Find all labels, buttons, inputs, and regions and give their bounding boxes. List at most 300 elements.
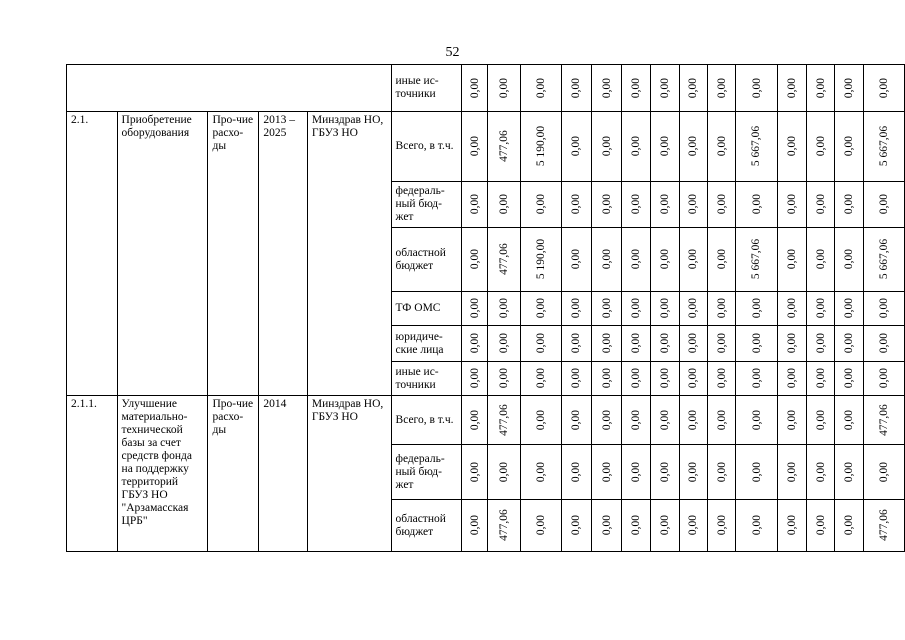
amount-value: 0,00 — [750, 514, 763, 536]
amount-value: 0,00 — [630, 193, 643, 215]
amount-cell — [462, 362, 488, 396]
amount-cell — [777, 326, 806, 362]
amount-value: 0,00 — [659, 297, 672, 319]
amount-cell — [592, 292, 622, 326]
amount-value: 0,00 — [842, 193, 855, 215]
amount-value: 0,00 — [497, 367, 510, 389]
amount-cell — [462, 396, 488, 445]
amount-value: 0,00 — [534, 514, 547, 536]
amount-cell — [561, 396, 591, 445]
amount-value: 0,00 — [842, 409, 855, 430]
amount-value: 0,00 — [600, 409, 613, 430]
amount-cell — [806, 396, 834, 445]
amount-cell — [708, 396, 736, 445]
amount-value: 0,00 — [659, 409, 672, 430]
amount-cell — [679, 292, 707, 326]
amount-cell — [622, 182, 651, 228]
item-number-cell: 2.1.1. — [67, 396, 118, 552]
budget-table — [66, 64, 905, 552]
amount-cell — [679, 445, 707, 500]
amount-value: 0,00 — [534, 77, 547, 98]
funding-source-cell: областной бюджет — [391, 500, 462, 552]
amount-value: 0,00 — [468, 193, 481, 215]
amount-value: 0,00 — [814, 461, 827, 482]
amount-value: 0,00 — [750, 409, 763, 430]
amount-value: 0,00 — [785, 514, 798, 536]
amount-cell — [651, 182, 679, 228]
amount-cell — [736, 228, 777, 292]
amount-cell — [679, 500, 707, 552]
amount-value: 0,00 — [814, 193, 827, 215]
amount-cell — [777, 292, 806, 326]
amount-cell — [863, 112, 904, 182]
amount-cell — [806, 65, 834, 112]
amount-value: 5 190,00 — [534, 238, 547, 280]
amount-cell — [462, 445, 488, 500]
amount-value: 0,00 — [570, 409, 583, 430]
amount-cell — [561, 182, 591, 228]
amount-cell — [592, 182, 622, 228]
expense-category-cell: Про-чие расхо-ды — [208, 396, 259, 552]
amount-value: 0,00 — [659, 77, 672, 98]
amount-cell — [592, 396, 622, 445]
amount-value: 0,00 — [842, 135, 855, 157]
amount-value: 477,06 — [497, 403, 510, 436]
amount-value: 0,00 — [630, 367, 643, 389]
amount-value: 0,00 — [877, 367, 890, 389]
amount-value: 0,00 — [814, 297, 827, 319]
amount-value: 5 667,06 — [750, 238, 763, 280]
amount-cell — [679, 362, 707, 396]
amount-value: 0,00 — [715, 367, 728, 389]
amount-value: 0,00 — [687, 77, 700, 98]
amount-cell — [736, 326, 777, 362]
amount-value: 0,00 — [630, 248, 643, 270]
amount-cell — [863, 500, 904, 552]
amount-value: 5 667,06 — [750, 125, 763, 167]
amount-value: 0,00 — [659, 248, 672, 270]
amount-cell — [835, 182, 863, 228]
funding-source-cell: Всего, в т.ч. — [391, 112, 462, 182]
amount-value: 0,00 — [534, 367, 547, 389]
amount-cell — [806, 500, 834, 552]
amount-value: 0,00 — [687, 409, 700, 430]
amount-value: 0,00 — [715, 409, 728, 430]
executor-cell: Минздрав НО, ГБУЗ НО — [307, 396, 391, 552]
amount-cell — [520, 445, 561, 500]
amount-cell — [488, 362, 521, 396]
amount-value: 0,00 — [468, 514, 481, 536]
amount-value: 0,00 — [877, 77, 890, 98]
amount-value: 0,00 — [785, 461, 798, 482]
amount-value: 0,00 — [600, 297, 613, 319]
amount-value: 0,00 — [570, 332, 583, 354]
amount-cell — [651, 292, 679, 326]
amount-cell — [777, 445, 806, 500]
amount-value: 0,00 — [814, 514, 827, 536]
amount-value: 0,00 — [687, 367, 700, 389]
amount-value: 0,00 — [630, 332, 643, 354]
amount-value: 0,00 — [468, 77, 481, 98]
amount-cell — [462, 292, 488, 326]
amount-cell — [708, 112, 736, 182]
amount-value: 0,00 — [468, 332, 481, 354]
amount-cell — [736, 362, 777, 396]
amount-cell — [561, 362, 591, 396]
amount-value: 0,00 — [814, 332, 827, 354]
amount-cell — [777, 362, 806, 396]
amount-value: 0,00 — [842, 461, 855, 482]
amount-value: 0,00 — [750, 367, 763, 389]
amount-cell — [736, 112, 777, 182]
amount-cell — [488, 182, 521, 228]
amount-value: 0,00 — [600, 332, 613, 354]
amount-cell — [561, 500, 591, 552]
amount-value: 0,00 — [842, 514, 855, 536]
amount-value: 0,00 — [497, 77, 510, 98]
amount-value: 0,00 — [600, 135, 613, 157]
page-number: 52 — [445, 45, 460, 60]
amount-value: 0,00 — [630, 514, 643, 536]
amount-value: 0,00 — [750, 461, 763, 482]
amount-cell — [806, 362, 834, 396]
amount-cell — [488, 112, 521, 182]
amount-cell — [651, 65, 679, 112]
amount-cell — [488, 65, 521, 112]
amount-value: 0,00 — [497, 297, 510, 319]
amount-cell — [561, 65, 591, 112]
amount-cell — [520, 326, 561, 362]
amount-value: 0,00 — [468, 409, 481, 430]
amount-value: 0,00 — [659, 332, 672, 354]
amount-value: 5 667,06 — [877, 125, 890, 167]
amount-value: 0,00 — [497, 461, 510, 482]
amount-cell — [708, 228, 736, 292]
amount-cell — [777, 396, 806, 445]
amount-cell — [520, 182, 561, 228]
table-row — [67, 65, 905, 112]
amount-value: 0,00 — [842, 248, 855, 270]
funding-source-cell: юридиче-ские лица — [391, 326, 462, 362]
amount-cell — [462, 65, 488, 112]
amount-cell — [520, 292, 561, 326]
amount-cell — [651, 396, 679, 445]
amount-cell — [679, 112, 707, 182]
amount-cell — [806, 228, 834, 292]
amount-cell — [520, 112, 561, 182]
amount-value: 0,00 — [534, 193, 547, 215]
amount-value: 5 190,00 — [534, 125, 547, 167]
amount-value: 0,00 — [630, 135, 643, 157]
amount-cell — [708, 65, 736, 112]
amount-cell — [651, 445, 679, 500]
funding-source-cell: иные ис-точники — [391, 65, 462, 112]
amount-cell — [835, 500, 863, 552]
amount-cell — [592, 500, 622, 552]
amount-cell — [708, 445, 736, 500]
amount-cell — [561, 228, 591, 292]
amount-value: 0,00 — [715, 461, 728, 482]
amount-value: 0,00 — [659, 135, 672, 157]
amount-cell — [622, 445, 651, 500]
amount-cell — [622, 362, 651, 396]
funding-source-cell: ТФ ОМС — [391, 292, 462, 326]
period-cell: 2013 – 2025 — [259, 112, 307, 396]
amount-value: 0,00 — [715, 193, 728, 215]
amount-value: 0,00 — [814, 248, 827, 270]
amount-value: 0,00 — [630, 77, 643, 98]
amount-value: 0,00 — [659, 514, 672, 536]
amount-value: 0,00 — [600, 248, 613, 270]
amount-value: 0,00 — [785, 332, 798, 354]
amount-cell — [520, 396, 561, 445]
amount-value: 0,00 — [814, 409, 827, 430]
amount-value: 0,00 — [468, 248, 481, 270]
amount-cell — [592, 228, 622, 292]
amount-cell — [679, 396, 707, 445]
amount-value: 0,00 — [570, 193, 583, 215]
amount-value: 0,00 — [785, 193, 798, 215]
amount-cell — [520, 65, 561, 112]
amount-value: 0,00 — [785, 367, 798, 389]
amount-cell — [863, 326, 904, 362]
amount-value: 0,00 — [715, 248, 728, 270]
amount-value: 0,00 — [659, 193, 672, 215]
amount-cell — [835, 445, 863, 500]
amount-value: 0,00 — [715, 514, 728, 536]
amount-value: 0,00 — [468, 297, 481, 319]
amount-cell — [651, 362, 679, 396]
amount-value: 0,00 — [814, 367, 827, 389]
amount-cell — [462, 112, 488, 182]
amount-value: 0,00 — [715, 332, 728, 354]
amount-value: 0,00 — [534, 297, 547, 319]
executor-cell: Минздрав НО, ГБУЗ НО — [307, 112, 391, 396]
amount-cell — [488, 500, 521, 552]
amount-cell — [708, 182, 736, 228]
amount-value: 0,00 — [534, 409, 547, 430]
amount-cell — [835, 326, 863, 362]
amount-value: 0,00 — [814, 135, 827, 157]
item-number-cell: 2.1. — [67, 112, 118, 396]
amount-cell — [736, 396, 777, 445]
amount-value: 0,00 — [750, 297, 763, 319]
amount-cell — [622, 326, 651, 362]
amount-cell — [679, 182, 707, 228]
amount-value: 477,06 — [877, 509, 890, 541]
amount-cell — [806, 112, 834, 182]
amount-cell — [679, 65, 707, 112]
amount-value: 0,00 — [570, 248, 583, 270]
amount-cell — [592, 65, 622, 112]
amount-value: 0,00 — [630, 297, 643, 319]
funding-source-cell: Всего, в т.ч. — [391, 396, 462, 445]
amount-cell — [651, 500, 679, 552]
amount-cell — [777, 112, 806, 182]
amount-cell — [520, 228, 561, 292]
amount-value: 0,00 — [600, 193, 613, 215]
amount-value: 0,00 — [877, 297, 890, 319]
table-row — [67, 112, 905, 182]
amount-value: 0,00 — [600, 77, 613, 98]
amount-cell — [777, 65, 806, 112]
amount-value: 0,00 — [570, 461, 583, 482]
amount-cell — [622, 112, 651, 182]
amount-cell — [863, 65, 904, 112]
amount-cell — [736, 65, 777, 112]
amount-cell — [863, 362, 904, 396]
amount-cell — [561, 112, 591, 182]
amount-value: 0,00 — [630, 461, 643, 482]
period-cell: 2014 — [259, 396, 307, 552]
amount-value: 0,00 — [497, 332, 510, 354]
amount-value: 0,00 — [468, 461, 481, 482]
amount-cell — [708, 500, 736, 552]
amount-value: 0,00 — [570, 297, 583, 319]
amount-value: 0,00 — [687, 332, 700, 354]
funding-source-cell: областной бюджет — [391, 228, 462, 292]
amount-value: 0,00 — [570, 77, 583, 98]
amount-cell — [520, 500, 561, 552]
amount-cell — [863, 292, 904, 326]
amount-value: 0,00 — [750, 77, 763, 98]
amount-cell — [835, 396, 863, 445]
funding-source-cell: иные ис-точники — [391, 362, 462, 396]
amount-value: 0,00 — [468, 135, 481, 157]
amount-cell — [622, 500, 651, 552]
amount-value: 0,00 — [785, 248, 798, 270]
amount-value: 0,00 — [687, 514, 700, 536]
amount-value: 0,00 — [877, 461, 890, 482]
amount-cell — [835, 292, 863, 326]
amount-cell — [592, 445, 622, 500]
amount-cell — [622, 65, 651, 112]
amount-value: 0,00 — [842, 367, 855, 389]
amount-cell — [806, 292, 834, 326]
amount-cell — [835, 228, 863, 292]
amount-cell — [708, 362, 736, 396]
amount-cell — [777, 228, 806, 292]
amount-value: 0,00 — [877, 193, 890, 215]
amount-value: 0,00 — [785, 409, 798, 430]
amount-value: 477,06 — [497, 130, 510, 162]
amount-value: 0,00 — [659, 367, 672, 389]
amount-cell — [679, 228, 707, 292]
continued-item-cell — [67, 65, 392, 112]
amount-cell — [679, 326, 707, 362]
amount-cell — [835, 112, 863, 182]
amount-cell — [736, 500, 777, 552]
amount-cell — [520, 362, 561, 396]
amount-cell — [806, 326, 834, 362]
amount-value: 0,00 — [750, 332, 763, 354]
amount-value: 5 667,06 — [877, 238, 890, 280]
item-name-cell: Приобретение оборудования — [117, 112, 208, 396]
amount-value: 0,00 — [715, 297, 728, 319]
amount-cell — [488, 445, 521, 500]
amount-value: 0,00 — [842, 332, 855, 354]
amount-value: 0,00 — [687, 135, 700, 157]
amount-value: 0,00 — [785, 135, 798, 157]
amount-value: 0,00 — [497, 193, 510, 215]
amount-value: 0,00 — [687, 248, 700, 270]
funding-source-cell: федераль-ный бюд-жет — [391, 182, 462, 228]
amount-value: 0,00 — [570, 135, 583, 157]
amount-value: 477,06 — [877, 403, 890, 436]
expense-category-cell: Про-чие расхо-ды — [208, 112, 259, 396]
amount-value: 0,00 — [659, 461, 672, 482]
amount-value: 477,06 — [497, 509, 510, 541]
amount-value: 0,00 — [842, 77, 855, 98]
amount-cell — [708, 292, 736, 326]
amount-cell — [863, 182, 904, 228]
amount-cell — [592, 326, 622, 362]
amount-cell — [488, 396, 521, 445]
amount-cell — [835, 65, 863, 112]
amount-cell — [736, 292, 777, 326]
amount-cell — [863, 396, 904, 445]
amount-value: 0,00 — [534, 332, 547, 354]
amount-cell — [561, 292, 591, 326]
amount-cell — [736, 182, 777, 228]
amount-cell — [462, 182, 488, 228]
amount-cell — [462, 326, 488, 362]
item-name-cell: Улучшение материально-технической базы за счет средств фонда на поддержку территорий ГБУЗ НО "Арзамасская ЦРБ" — [117, 396, 208, 552]
amount-value: 0,00 — [715, 135, 728, 157]
amount-cell — [777, 182, 806, 228]
amount-cell — [651, 112, 679, 182]
amount-cell — [622, 228, 651, 292]
amount-value: 0,00 — [877, 332, 890, 354]
amount-cell — [462, 500, 488, 552]
amount-cell — [651, 326, 679, 362]
table-row — [67, 396, 905, 445]
amount-cell — [835, 362, 863, 396]
amount-cell — [651, 228, 679, 292]
amount-cell — [863, 228, 904, 292]
amount-cell — [622, 396, 651, 445]
amount-value: 0,00 — [570, 367, 583, 389]
amount-value: 0,00 — [814, 77, 827, 98]
amount-value: 0,00 — [630, 409, 643, 430]
amount-cell — [806, 445, 834, 500]
amount-value: 0,00 — [687, 193, 700, 215]
amount-value: 0,00 — [600, 461, 613, 482]
amount-value: 0,00 — [570, 514, 583, 536]
amount-value: 0,00 — [600, 367, 613, 389]
amount-cell — [488, 326, 521, 362]
amount-cell — [462, 228, 488, 292]
amount-value: 0,00 — [687, 297, 700, 319]
amount-cell — [488, 292, 521, 326]
funding-source-cell: федераль-ный бюд-жет — [391, 445, 462, 500]
amount-value: 477,06 — [497, 243, 510, 275]
amount-value: 0,00 — [715, 77, 728, 98]
amount-cell — [708, 326, 736, 362]
amount-cell — [592, 362, 622, 396]
amount-value: 0,00 — [468, 367, 481, 389]
amount-value: 0,00 — [785, 77, 798, 98]
amount-cell — [622, 292, 651, 326]
amount-value: 0,00 — [785, 297, 798, 319]
amount-value: 0,00 — [842, 297, 855, 319]
amount-cell — [736, 445, 777, 500]
amount-cell — [561, 326, 591, 362]
amount-cell — [806, 182, 834, 228]
amount-cell — [592, 112, 622, 182]
amount-cell — [488, 228, 521, 292]
amount-value: 0,00 — [750, 193, 763, 215]
